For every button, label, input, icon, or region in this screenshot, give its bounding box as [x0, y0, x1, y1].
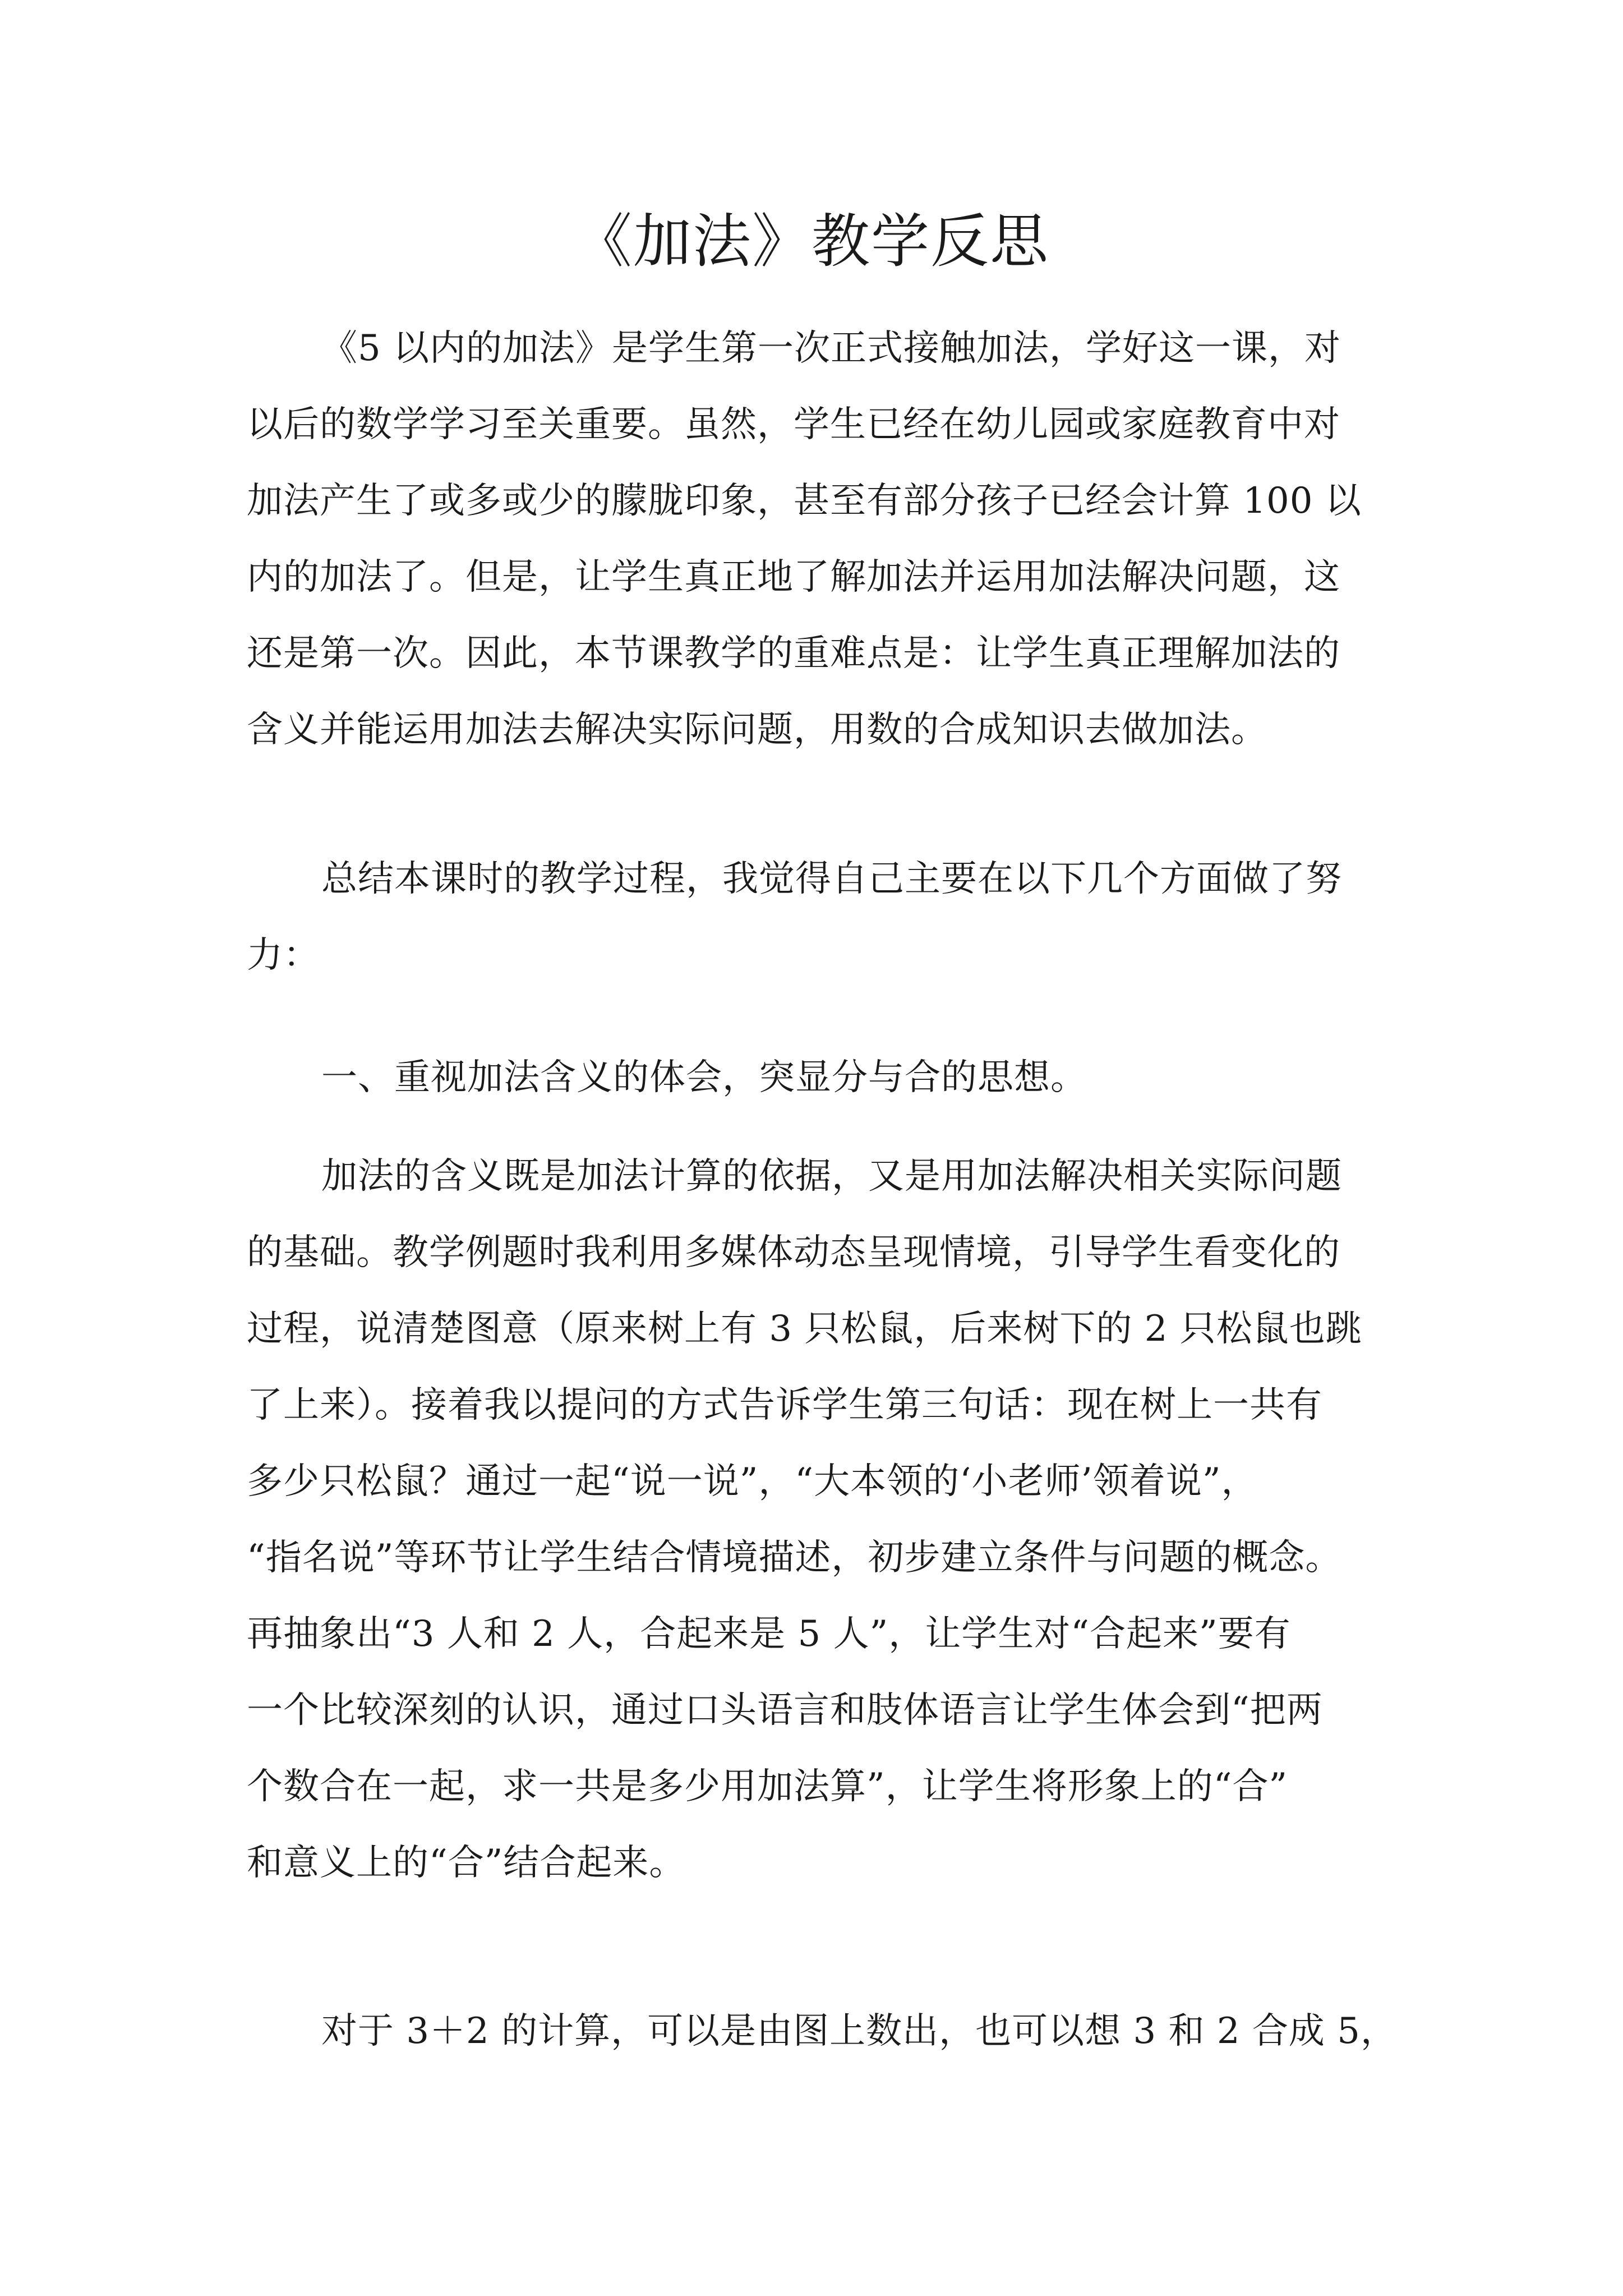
paragraph-line: 力： [247, 935, 320, 976]
paragraph-line: 一个比较深刻的认识，通过口头语言和肢体语言让学生体会到“把两 [247, 1690, 1323, 1731]
paragraph-line: “指名说”等环节让学生结合情境描述，初步建立条件与问题的概念。 [247, 1537, 1342, 1579]
paragraph-line: 个数合在一起，求一共是多少用加法算”，让学生将形象上的“合” [247, 1766, 1288, 1807]
paragraph-line: 内的加法了。但是，让学生真正地了解加法并运用加法解决问题，这 [247, 556, 1340, 598]
paragraph-line: 加法产生了或多或少的朦胧印象，甚至有部分孩子已经会计算 100 以 [247, 480, 1362, 522]
paragraph-line: 《5 以内的加法》是学生第一次正式接触加法，学好这一课，对 [321, 328, 1341, 369]
paragraph-line: 和意义上的“合”结合起来。 [247, 1842, 686, 1884]
paragraph-line: 总结本课时的教学过程，我觉得自己主要在以下几个方面做了努 [321, 858, 1342, 900]
paragraph-line: 含义并能运用加法去解决实际问题，用数的合成知识去做加法。 [247, 709, 1267, 751]
page-title: 《加法》教学反思 [573, 207, 1049, 275]
paragraph-line: 了上来）。接着我以提问的方式告诉学生第三句话：现在树上一共有 [247, 1384, 1322, 1426]
paragraph-line: 过程，说清楚图意（原来树上有 3 只松鼠，后来树下的 2 只松鼠也跳 [247, 1308, 1362, 1350]
section-heading: 一、重视加法含义的体会，突显分与合的思想。 [321, 1057, 1087, 1098]
paragraph-line: 的基础。教学例题时我利用多媒体动态呈现情境，引导学生看变化的 [247, 1232, 1340, 1273]
paragraph-line: 再抽象出“3 人和 2 人，合起来是 5 人”，让学生对“合起来”要有 [247, 1613, 1291, 1655]
paragraph-line: 对于 3＋2 的计算，可以是由图上数出，也可以想 3 和 2 合成 5， [321, 2010, 1397, 2052]
paragraph-line: 以后的数学学习至关重要。虽然，学生已经在幼儿园或家庭教育中对 [247, 404, 1340, 445]
paragraph-line: 多少只松鼠？通过一起“说一说”，“大本领的‘小老师’领着说”， [247, 1461, 1258, 1502]
paragraph-line: 还是第一次。因此，本节课教学的重难点是：让学生真正理解加法的 [247, 633, 1340, 674]
paragraph-line: 加法的含义既是加法计算的依据，又是用加法解决相关实际问题 [321, 1156, 1342, 1197]
